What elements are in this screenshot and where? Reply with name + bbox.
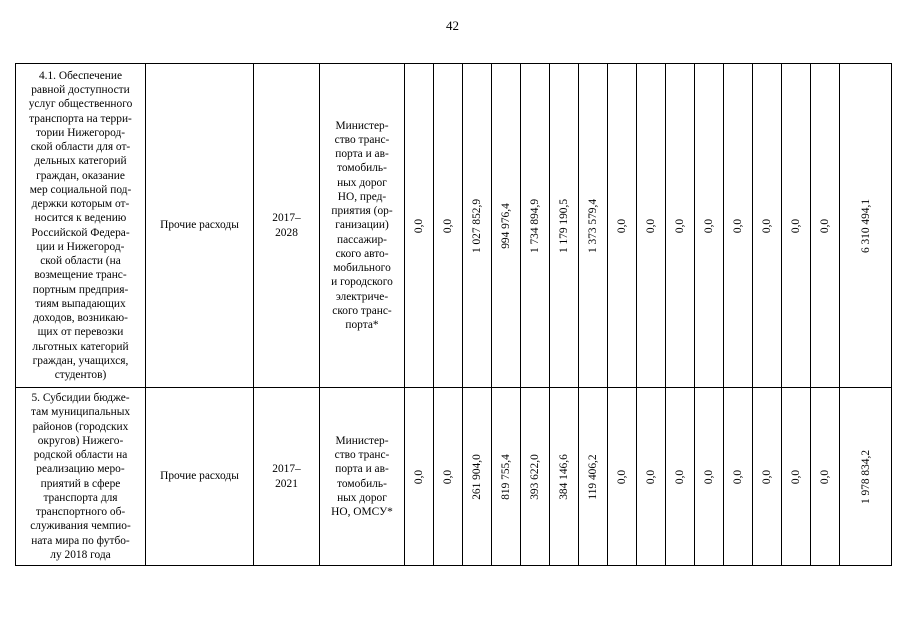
value: 0,0 [615,218,628,233]
value-cell [434,388,463,566]
value: 0,0 [412,218,425,233]
value: 0,0 [702,218,715,233]
page-number: 42 [446,18,459,33]
value-cell [579,64,608,388]
value-cell [637,388,666,566]
measure-name: 5. Субсидии бюдже- там муниципальных районов (городских округов) Нижего- родской области на реализацию меро- приятий в сфере транспорта для транспортного об- служивания чемпио- ната мира по футбо- лу 2018 года [30,392,131,561]
value: 1 734 894,9 [528,198,541,253]
value: 0,0 [644,218,657,233]
value-cell [782,64,811,388]
value-cell [550,64,579,388]
measure-name-cell [16,64,146,388]
period-start: 2017– [272,463,301,476]
executor-cell [320,64,405,388]
value-cell [724,64,753,388]
value: 0,0 [615,469,628,484]
value: 0,0 [441,469,454,484]
value: 0,0 [412,469,425,484]
value: 0,0 [789,218,802,233]
value-cell [434,64,463,388]
executor: Министер- ство транс- порта и ав- томобиль- ных дорог НО, ОМСУ* [331,434,393,518]
value-cell [579,388,608,566]
executor-cell [320,388,405,566]
value: 0,0 [818,218,831,233]
value-cell [666,388,695,566]
value: 0,0 [441,218,454,233]
value: 1 179 190,5 [557,198,570,253]
value-cell [753,64,782,388]
value-cell [753,388,782,566]
value: 1 373 579,4 [586,198,599,253]
value-cell [521,388,550,566]
value: 994 976,4 [499,202,512,249]
value: 6 310 494,1 [859,198,872,253]
budget-table [15,63,892,566]
value: 0,0 [789,469,802,484]
period-cell [254,388,320,566]
expense-type: Прочие расходы [146,388,254,566]
measure-name-cell [16,388,146,566]
value-cell [666,64,695,388]
period-end: 2028 [275,226,298,239]
value-cell [521,64,550,388]
value: 0,0 [673,469,686,484]
value-cell [492,64,521,388]
value-cell [405,64,434,388]
value: 0,0 [644,469,657,484]
value: 0,0 [731,218,744,233]
value-cell [840,388,892,566]
table-body [16,64,892,566]
value-cell [463,64,492,388]
value: 1 978 834,2 [859,449,872,504]
value-cell [782,388,811,566]
expense-type: Прочие расходы [146,64,254,388]
value: 819 755,4 [499,453,512,500]
value-cell [550,388,579,566]
value-cell [608,388,637,566]
value-cell [637,64,666,388]
executor: Министер- ство транс- порта и ав- томобиль- ных дорог НО, пред- приятия (ор- ганизации) пассажир- ского авто- мобильного и городского электриче- ского транс- порта* [331,119,393,332]
value-cell [695,64,724,388]
period-cell [254,64,320,388]
value: 0,0 [760,218,773,233]
measure-name: 4.1. Обеспечение равной доступности услуг общественного транспорта на терри- тории Нижегород- ской области для от- дельных категорий граждан, оказание мер социальной под- держки которым от- носится к ведению Российской Федера- ции и Нижегород- ской области (на возмещение транс- портным предприя- тиям выпадающих доходов, возникаю- щих от перевозки льготных категорий граждан, учащихся, студентов) [28,69,133,381]
value-cell [405,388,434,566]
value: 0,0 [673,218,686,233]
period-start: 2017– [272,212,301,225]
value: 0,0 [760,469,773,484]
value: 0,0 [731,469,744,484]
value: 384 146,6 [557,453,570,500]
value: 261 904,0 [470,453,483,500]
table-row [16,388,892,566]
value-cell [463,388,492,566]
value-cell [811,64,840,388]
value: 0,0 [702,469,715,484]
value: 0,0 [818,469,831,484]
table-row [16,64,892,388]
value: 1 027 852,9 [470,198,483,253]
value: 119 406,2 [586,453,599,500]
value-cell [724,388,753,566]
value-cell [811,388,840,566]
period-end: 2021 [275,477,298,490]
value-cell [492,388,521,566]
value-cell [695,388,724,566]
value-cell [840,64,892,388]
value-cell [608,64,637,388]
value: 393 622,0 [528,453,541,500]
